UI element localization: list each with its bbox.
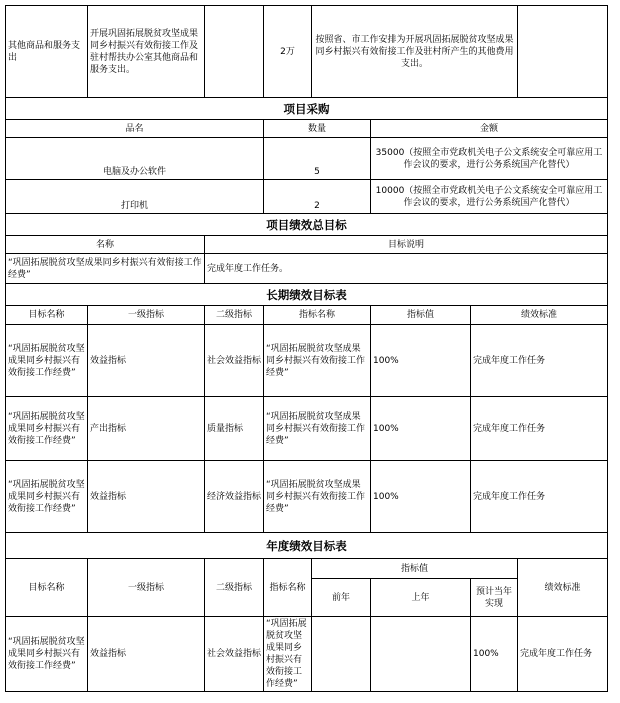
- col-header-level2: 二级指标: [205, 306, 264, 325]
- col-header-indicator-name: 指标名称: [264, 559, 312, 617]
- procurement-quantity: 2: [264, 180, 371, 214]
- col-header-level1: 一级指标: [88, 306, 205, 325]
- annual-standard: 完成年度工作任务: [518, 617, 608, 692]
- col-header-indicator-value-group: 指标值: [312, 559, 518, 579]
- longterm-indicator-name: “巩固拓展脱贫攻坚成果同乡村振兴有效衔接工作经费”: [264, 325, 371, 397]
- longterm-indicator-value: 100%: [371, 325, 471, 397]
- longterm-goal: “巩固拓展脱贫攻坚成果同乡村振兴有效衔接工作经费”: [6, 325, 88, 397]
- overall-goal-row: [6, 254, 608, 284]
- longterm-goal: “巩固拓展脱贫攻坚成果同乡村振兴有效衔接工作经费”: [6, 461, 88, 533]
- col-header-prev-year: 前年: [312, 579, 371, 617]
- blank-cell: [518, 6, 608, 98]
- annual-prev-year: [312, 617, 371, 692]
- col-header-goal-name: 名称: [6, 236, 205, 254]
- overall-goal-description: 完成年度工作任务。: [205, 254, 608, 284]
- procurement-item-name: 打印机: [6, 180, 264, 214]
- col-header-goal: 目标名称: [6, 306, 88, 325]
- col-header-level2: 二级指标: [205, 559, 264, 617]
- annual-row: [6, 617, 608, 692]
- col-header-last-year: 上年: [371, 579, 471, 617]
- section-title-overall-goal: 项目绩效总目标: [6, 214, 608, 236]
- col-header-indicator-name: 指标名称: [264, 306, 371, 325]
- col-header-standard: 绩效标准: [518, 559, 608, 617]
- col-header-quantity: 数量: [264, 120, 371, 138]
- section-title-procurement: 项目采购: [6, 98, 608, 120]
- annual-level1: 效益指标: [88, 617, 205, 692]
- annual-level2: 社会效益指标: [205, 617, 264, 692]
- col-header-amount: 金额: [371, 120, 608, 138]
- annual-indicator-name: “巩固拓展脱贫攻坚成果同乡村振兴有效衔接工作经费”: [264, 617, 312, 692]
- longterm-row: [6, 397, 608, 461]
- expense-amount: 2万: [264, 6, 312, 98]
- procurement-row: [6, 138, 608, 180]
- annual-goal: “巩固拓展脱贫攻坚成果同乡村振兴有效衔接工作经费”: [6, 617, 88, 692]
- procurement-row: [6, 180, 608, 214]
- overall-goal-name: “巩固拓展脱贫攻坚成果同乡村振兴有效衔接工作经费”: [6, 254, 205, 284]
- longterm-standard: 完成年度工作任务: [471, 325, 608, 397]
- longterm-row: [6, 461, 608, 533]
- longterm-level1: 产出指标: [88, 397, 205, 461]
- procurement-item-name: 电脑及办公软件: [6, 138, 264, 180]
- longterm-level2: 质量指标: [205, 397, 264, 461]
- col-header-indicator-value: 指标值: [371, 306, 471, 325]
- col-header-item-name: 品名: [6, 120, 264, 138]
- procurement-header-row: [6, 120, 608, 138]
- annual-last-year: [371, 617, 471, 692]
- expense-item: 其他商品和服务支出: [6, 6, 88, 98]
- budget-table: [5, 5, 608, 692]
- col-header-goal: 目标名称: [6, 559, 88, 617]
- longterm-indicator-name: “巩固拓展脱贫攻坚成果同乡村振兴有效衔接工作经费”: [264, 397, 371, 461]
- longterm-standard: 完成年度工作任务: [471, 461, 608, 533]
- blank-cell: [205, 6, 264, 98]
- longterm-row: [6, 325, 608, 397]
- longterm-level1: 效益指标: [88, 325, 205, 397]
- col-header-expected: 预计当年实现: [471, 579, 518, 617]
- other-expense-row: [6, 6, 608, 98]
- longterm-standard: 完成年度工作任务: [471, 397, 608, 461]
- annual-header-row: [6, 559, 608, 579]
- overall-header-row: [6, 236, 608, 254]
- section-title-annual: 年度绩效目标表: [6, 533, 608, 559]
- longterm-goal: “巩固拓展脱贫攻坚成果同乡村振兴有效衔接工作经费”: [6, 397, 88, 461]
- longterm-level2: 社会效益指标: [205, 325, 264, 397]
- section-title-longterm: 长期绩效目标表: [6, 284, 608, 306]
- expense-description: 开展巩固拓展脱贫攻坚成果同乡村振兴有效衔接工作及驻村帮扶办公室其他商品和服务支出。: [88, 6, 205, 98]
- col-header-standard: 绩效标准: [471, 306, 608, 325]
- procurement-quantity: 5: [264, 138, 371, 180]
- longterm-indicator-value: 100%: [371, 397, 471, 461]
- longterm-level2: 经济效益指标: [205, 461, 264, 533]
- annual-expected: 100%: [471, 617, 518, 692]
- expense-basis: 按照省、市工作安排为开展巩固拓展脱贫攻坚成果同乡村振兴有效衔接工作及驻村所产生的其他费用支出。: [312, 6, 518, 98]
- col-header-goal-description: 目标说明: [205, 236, 608, 254]
- longterm-indicator-name: “巩固拓展脱贫攻坚成果同乡村振兴有效衔接工作经费”: [264, 461, 371, 533]
- procurement-amount: 10000（按照全市党政机关电子公文系统安全可靠应用工作会议的要求，进行公务系统国产化替代）: [371, 180, 608, 214]
- longterm-level1: 效益指标: [88, 461, 205, 533]
- procurement-amount: 35000（按照全市党政机关电子公文系统安全可靠应用工作会议的要求，进行公务系统国产化替代）: [371, 138, 608, 180]
- longterm-indicator-value: 100%: [371, 461, 471, 533]
- longterm-header-row: [6, 306, 608, 325]
- budget-sheet: [5, 5, 607, 692]
- col-header-level1: 一级指标: [88, 559, 205, 617]
